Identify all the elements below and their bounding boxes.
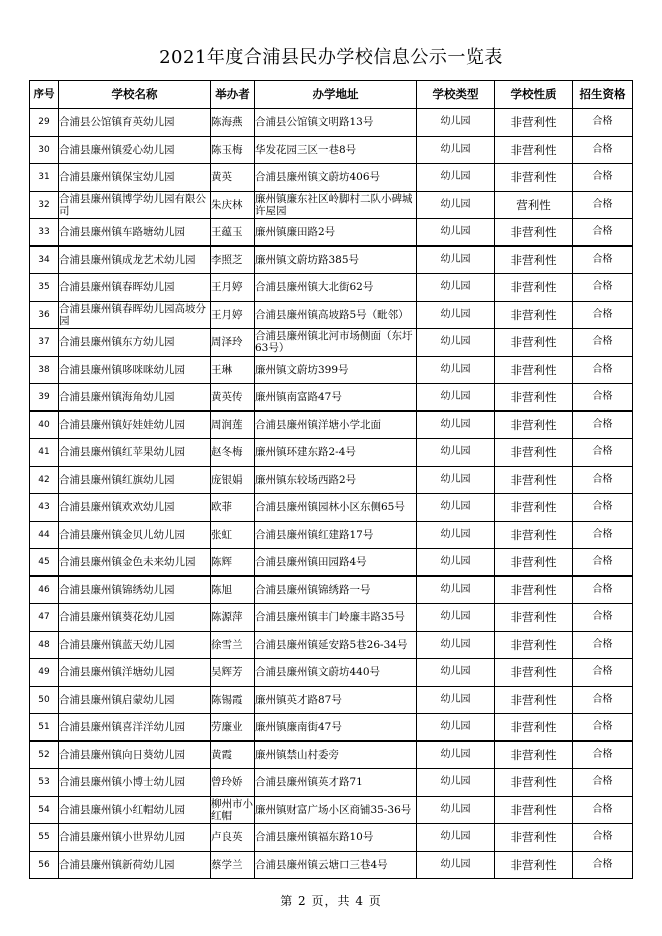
cell-qualification: 合格 [573,356,633,384]
cell-seq: 43 [30,494,59,522]
table-row [30,329,633,357]
cell-organizer: 庞银娟 [211,466,255,494]
table-row [30,274,633,302]
cell-seq: 46 [30,576,59,604]
table-row [30,164,633,192]
cell-school-type: 幼儿园 [417,741,495,769]
cell-address: 合浦县廉州镇英才路71 [255,769,417,797]
cell-address: 合浦县廉州镇北河市场侧面（东圩63号） [255,329,417,357]
cell-address: 合浦县廉州镇园林小区东侧65号 [255,494,417,522]
cell-school-nature: 非营利性 [495,274,573,302]
cell-school-type: 幼儿园 [417,851,495,879]
cell-qualification: 合格 [573,796,633,824]
cell-organizer: 王月婷 [211,301,255,329]
cell-school-type: 幼儿园 [417,384,495,412]
cell-school-name: 合浦县廉州镇小红帽幼儿园 [59,796,211,824]
cell-school-nature: 非营利性 [495,494,573,522]
cell-school-nature: 非营利性 [495,769,573,797]
cell-school-name: 合浦县廉州镇蓝天幼儿园 [59,631,211,659]
cell-qualification: 合格 [573,521,633,549]
cell-address: 合浦县廉州镇锦绣路一号 [255,576,417,604]
cell-school-type: 幼儿园 [417,439,495,467]
cell-seq: 54 [30,796,59,824]
table-row [30,136,633,164]
table-row [30,439,633,467]
cell-school-name: 合浦县廉州镇红苹果幼儿园 [59,439,211,467]
cell-organizer: 陈海燕 [211,109,255,137]
cell-organizer: 王月婷 [211,274,255,302]
cell-qualification: 合格 [573,604,633,632]
cell-address: 廉州镇环建东路2-4号 [255,439,417,467]
cell-school-type: 幼儿园 [417,466,495,494]
cell-school-name: 合浦县廉州镇哆咪咪幼儿园 [59,356,211,384]
cell-address: 廉州镇财富广场小区商铺35-36号 [255,796,417,824]
cell-seq: 47 [30,604,59,632]
cell-organizer: 张虹 [211,521,255,549]
cell-school-name: 合浦县廉州镇车路塘幼儿园 [59,219,211,247]
cell-school-name: 合浦县公馆镇育英幼儿园 [59,109,211,137]
cell-school-nature: 非营利性 [495,659,573,687]
cell-organizer: 黄英 [211,164,255,192]
cell-address: 廉州镇廉田路2号 [255,219,417,247]
cell-seq: 29 [30,109,59,137]
cell-qualification: 合格 [573,714,633,742]
cell-address: 合浦县廉州镇高坡路5号（毗邻） [255,301,417,329]
page-title: 2021年度合浦县民办学校信息公示一览表 [159,47,503,68]
cell-school-type: 幼儿园 [417,136,495,164]
cell-address: 合浦县公馆镇文明路13号 [255,109,417,137]
cell-school-name: 合浦县廉州镇好娃娃幼儿园 [59,411,211,439]
table-row [30,219,633,247]
cell-address: 合浦县廉州镇红建路17号 [255,521,417,549]
cell-address: 廉州镇禁山村委旁 [255,741,417,769]
cell-school-nature: 非营利性 [495,164,573,192]
cell-organizer: 陈旭 [211,576,255,604]
cell-school-name: 合浦县廉州镇保宝幼儿园 [59,164,211,192]
table-row [30,824,633,852]
cell-address: 廉州镇廉东社区岭脚村二队小碑城许屋园 [255,191,417,219]
cell-address: 合浦县廉州镇福东路10号 [255,824,417,852]
cell-address: 合浦县廉州镇大北街62号 [255,274,417,302]
cell-qualification: 合格 [573,549,633,577]
cell-organizer: 陈辉 [211,549,255,577]
table-row [30,714,633,742]
cell-school-nature: 营利性 [495,191,573,219]
cell-school-nature: 非营利性 [495,219,573,247]
cell-school-type: 幼儿园 [417,329,495,357]
page-footer: 第 2 页，共 4 页 [280,894,382,908]
cell-school-nature: 非营利性 [495,384,573,412]
cell-school-name: 合浦县廉州镇新荷幼儿园 [59,851,211,879]
cell-school-nature: 非营利性 [495,741,573,769]
table-row [30,356,633,384]
cell-school-nature: 非营利性 [495,851,573,879]
cell-seq: 39 [30,384,59,412]
cell-address: 廉州镇英才路87号 [255,686,417,714]
cell-address: 合浦县廉州镇丰门岭廉丰路35号 [255,604,417,632]
cell-qualification: 合格 [573,246,633,274]
cell-school-nature: 非营利性 [495,686,573,714]
cell-organizer: 赵冬梅 [211,439,255,467]
table-row [30,686,633,714]
cell-school-nature: 非营利性 [495,329,573,357]
cell-qualification: 合格 [573,164,633,192]
table-row [30,631,633,659]
cell-school-nature: 非营利性 [495,356,573,384]
cell-school-nature: 非营利性 [495,466,573,494]
cell-qualification: 合格 [573,109,633,137]
table-row [30,246,633,274]
cell-school-type: 幼儿园 [417,219,495,247]
cell-school-type: 幼儿园 [417,824,495,852]
cell-school-nature: 非营利性 [495,549,573,577]
cell-school-name: 合浦县廉州镇小世界幼儿园 [59,824,211,852]
cell-school-nature: 非营利性 [495,604,573,632]
cell-address: 廉州镇文蔚坊399号 [255,356,417,384]
table-body [30,109,633,879]
cell-school-type: 幼儿园 [417,164,495,192]
cell-seq: 36 [30,301,59,329]
cell-school-nature: 非营利性 [495,521,573,549]
cell-school-type: 幼儿园 [417,604,495,632]
cell-school-name: 合浦县廉州镇成龙艺术幼儿园 [59,246,211,274]
cell-school-type: 幼儿园 [417,191,495,219]
cell-address: 廉州镇南富路47号 [255,384,417,412]
cell-school-type: 幼儿园 [417,549,495,577]
cell-seq: 40 [30,411,59,439]
table-row [30,494,633,522]
cell-organizer: 陈玉梅 [211,136,255,164]
cell-seq: 51 [30,714,59,742]
table-row [30,191,633,219]
cell-qualification: 合格 [573,576,633,604]
school-info-table [29,80,633,879]
table-row [30,384,633,412]
cell-address: 合浦县廉州镇田园路4号 [255,549,417,577]
cell-school-type: 幼儿园 [417,494,495,522]
table-row [30,301,633,329]
cell-school-nature: 非营利性 [495,439,573,467]
cell-school-nature: 非营利性 [495,246,573,274]
cell-school-type: 幼儿园 [417,301,495,329]
cell-qualification: 合格 [573,301,633,329]
cell-qualification: 合格 [573,631,633,659]
cell-school-type: 幼儿园 [417,769,495,797]
cell-school-name: 合浦县廉州镇洋塘幼儿园 [59,659,211,687]
cell-seq: 35 [30,274,59,302]
cell-qualification: 合格 [573,851,633,879]
cell-organizer: 黄霞 [211,741,255,769]
cell-school-name: 合浦县廉州镇锦绣幼儿园 [59,576,211,604]
cell-school-name: 合浦县廉州镇喜洋洋幼儿园 [59,714,211,742]
cell-school-type: 幼儿园 [417,274,495,302]
cell-school-nature: 非营利性 [495,714,573,742]
cell-seq: 53 [30,769,59,797]
header-nature: 学校性质 [495,81,573,109]
cell-seq: 34 [30,246,59,274]
cell-school-nature: 非营利性 [495,631,573,659]
cell-seq: 41 [30,439,59,467]
cell-school-type: 幼儿园 [417,796,495,824]
header-seq: 序号 [30,81,59,109]
cell-seq: 56 [30,851,59,879]
cell-seq: 32 [30,191,59,219]
cell-qualification: 合格 [573,384,633,412]
cell-address: 合浦县廉州镇云塘口三巷4号 [255,851,417,879]
cell-address: 廉州镇廉南街47号 [255,714,417,742]
header-name: 学校名称 [59,81,211,109]
cell-school-nature: 非营利性 [495,301,573,329]
cell-qualification: 合格 [573,439,633,467]
cell-qualification: 合格 [573,466,633,494]
cell-seq: 52 [30,741,59,769]
cell-seq: 49 [30,659,59,687]
header-organizer: 举办者 [211,81,255,109]
cell-qualification: 合格 [573,769,633,797]
cell-seq: 31 [30,164,59,192]
table-row [30,659,633,687]
cell-school-name: 合浦县廉州镇海角幼儿园 [59,384,211,412]
cell-school-name: 合浦县廉州镇春晖幼儿园 [59,274,211,302]
table-row [30,796,633,824]
cell-seq: 30 [30,136,59,164]
cell-school-type: 幼儿园 [417,631,495,659]
table-row [30,604,633,632]
table-row [30,109,633,137]
table-row [30,769,633,797]
cell-organizer: 李照芝 [211,246,255,274]
cell-qualification: 合格 [573,274,633,302]
cell-school-name: 合浦县廉州镇金贝儿幼儿园 [59,521,211,549]
cell-address: 廉州镇东较场西路2号 [255,466,417,494]
header-address: 办学地址 [255,81,417,109]
cell-school-nature: 非营利性 [495,136,573,164]
cell-qualification: 合格 [573,136,633,164]
cell-school-name: 合浦县廉州镇红旗幼儿园 [59,466,211,494]
cell-school-nature: 非营利性 [495,576,573,604]
cell-seq: 37 [30,329,59,357]
cell-organizer: 朱庆林 [211,191,255,219]
table-row [30,411,633,439]
cell-seq: 48 [30,631,59,659]
cell-qualification: 合格 [573,219,633,247]
table-row [30,576,633,604]
table-row [30,741,633,769]
cell-organizer: 柳州市小红帽 [211,797,253,822]
cell-organizer: 劳廉业 [211,714,255,742]
cell-school-nature: 非营利性 [495,109,573,137]
cell-qualification: 合格 [573,824,633,852]
cell-address: 合浦县廉州镇文蔚坊440号 [255,659,417,687]
cell-school-name: 合浦县廉州镇小博士幼儿园 [59,769,211,797]
cell-school-name: 合浦县廉州镇爱心幼儿园 [59,136,211,164]
cell-seq: 42 [30,466,59,494]
cell-school-nature: 非营利性 [495,824,573,852]
cell-school-name: 合浦县廉州镇博学幼儿园有限公司 [59,191,211,219]
table-header-row [30,81,633,109]
cell-seq: 50 [30,686,59,714]
cell-organizer: 王蕴玉 [211,219,255,247]
cell-organizer: 欧菲 [211,494,255,522]
table-row [30,851,633,879]
cell-school-type: 幼儿园 [417,576,495,604]
table-row [30,521,633,549]
cell-organizer: 王琳 [211,356,255,384]
cell-school-type: 幼儿园 [417,109,495,137]
cell-school-type: 幼儿园 [417,521,495,549]
cell-school-name: 合浦县廉州镇东方幼儿园 [59,329,211,357]
cell-qualification: 合格 [573,191,633,219]
cell-school-name: 合浦县廉州镇启蒙幼儿园 [59,686,211,714]
cell-school-name: 合浦县廉州镇葵花幼儿园 [59,604,211,632]
cell-organizer: 陈源萍 [211,604,255,632]
cell-school-type: 幼儿园 [417,411,495,439]
cell-school-name: 合浦县廉州镇欢欢幼儿园 [59,494,211,522]
cell-organizer: 蔡学兰 [211,851,255,879]
cell-qualification: 合格 [573,411,633,439]
cell-school-type: 幼儿园 [417,246,495,274]
cell-address: 华发花园三区一巷8号 [255,136,417,164]
cell-seq: 44 [30,521,59,549]
header-qualification: 招生资格 [573,81,633,109]
cell-school-type: 幼儿园 [417,659,495,687]
cell-school-name: 合浦县廉州镇向日葵幼儿园 [59,741,211,769]
cell-seq: 38 [30,356,59,384]
cell-school-type: 幼儿园 [417,356,495,384]
cell-school-name: 合浦县廉州镇春晖幼儿园高坡分园 [59,301,211,329]
cell-organizer: 曾玲娇 [211,769,255,797]
cell-seq: 55 [30,824,59,852]
cell-qualification: 合格 [573,741,633,769]
cell-school-type: 幼儿园 [417,714,495,742]
cell-seq: 33 [30,219,59,247]
cell-organizer: 吴辉芳 [211,659,255,687]
cell-school-type: 幼儿园 [417,686,495,714]
cell-seq: 45 [30,549,59,577]
cell-qualification: 合格 [573,329,633,357]
header-type: 学校类型 [417,81,495,109]
cell-address: 合浦县廉州镇洋塘小学北面 [255,411,417,439]
cell-organizer: 陈锡霞 [211,686,255,714]
cell-qualification: 合格 [573,659,633,687]
cell-qualification: 合格 [573,494,633,522]
table-row [30,466,633,494]
cell-school-nature: 非营利性 [495,411,573,439]
cell-organizer: 黄英传 [211,384,255,412]
cell-qualification: 合格 [573,686,633,714]
cell-organizer: 周润莲 [211,411,255,439]
cell-address: 合浦县廉州镇延安路5巷26-34号 [255,631,417,659]
cell-address: 合浦县廉州镇文蔚坊406号 [255,164,417,192]
cell-school-name: 合浦县廉州镇金色未来幼儿园 [59,549,211,577]
cell-organizer: 周泽玲 [211,329,255,357]
cell-school-nature: 非营利性 [495,796,573,824]
cell-organizer: 徐雪兰 [211,631,255,659]
table-row [30,549,633,577]
cell-address: 廉州镇文蔚坊路385号 [255,246,417,274]
cell-organizer: 卢良英 [211,824,255,852]
